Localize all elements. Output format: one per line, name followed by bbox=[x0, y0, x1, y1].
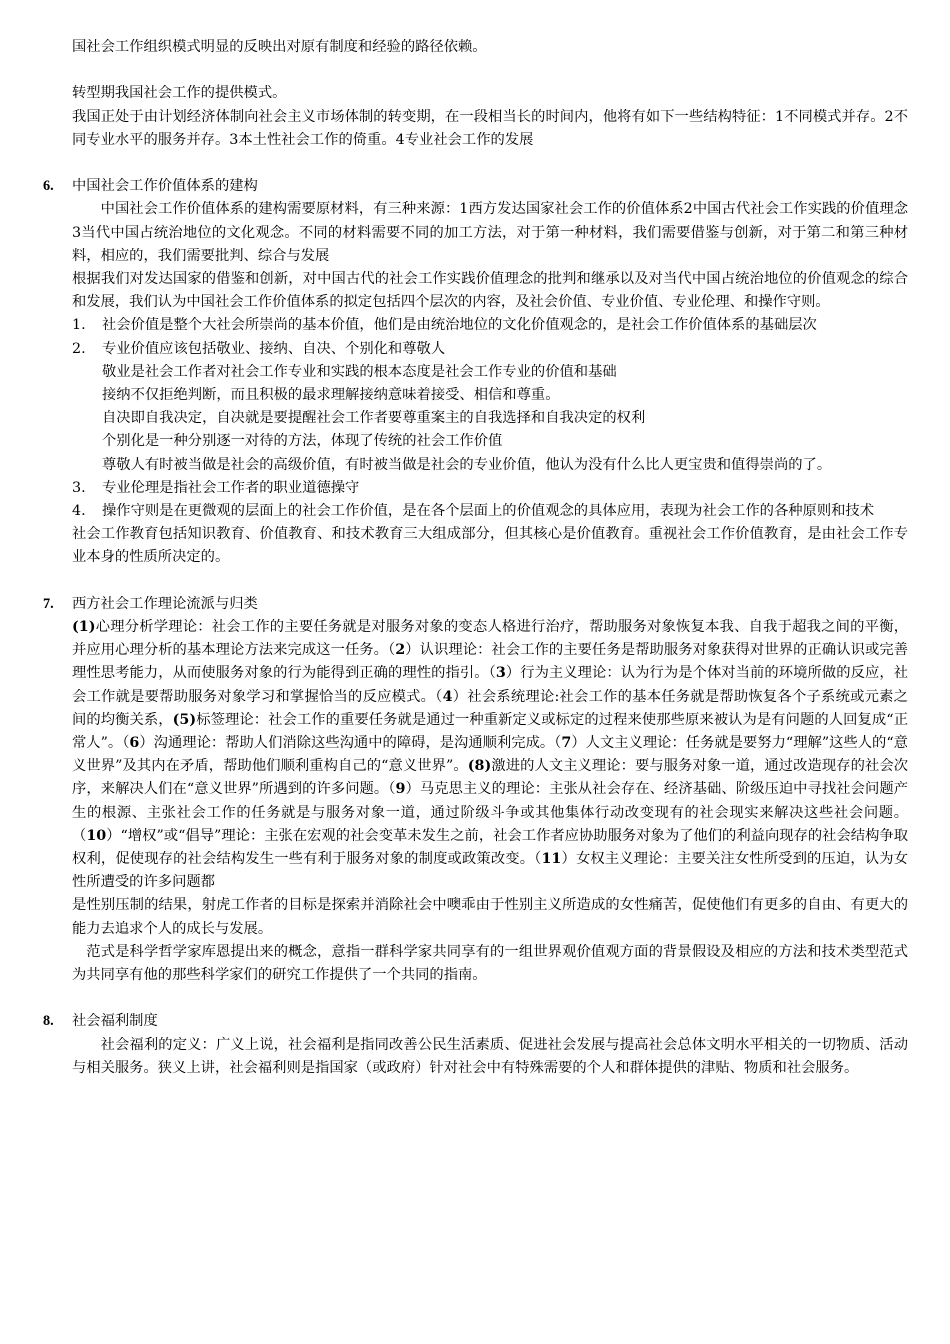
theory-text: ）“增权”或“倡导”理论：主张在宏观的社会变革未发生之前，社会工作者应协助服务对象为了他们的利益向现存的社会结构争取权利，促使现存的社会结构发生一些有利于服务对象的制度或政策改变。（ bbox=[72, 827, 909, 868]
theory-marker: 2 bbox=[395, 642, 406, 659]
theory-marker: (8) bbox=[467, 758, 492, 775]
list-item-text: 操作守则是在更微观的层面上的社会工作价值，是在各个层面上的价值观念的具体应用，表现为社会工作的各种原则和技术 bbox=[102, 503, 875, 520]
section-6-title: 中国社会工作价值体系的建构 bbox=[72, 178, 258, 195]
theory-marker: 6 bbox=[129, 735, 140, 752]
document-page bbox=[43, 36, 909, 1080]
list-item bbox=[72, 338, 908, 361]
theory-text: 标签理论：社会工作的重要任务就是通过一种重新定义或标定的过程来使那些原来被认为是有问题的人回复成“正常人”。（ bbox=[72, 711, 908, 752]
theory-marker: 10 bbox=[86, 827, 107, 844]
section-6-heading bbox=[43, 175, 908, 198]
theory-text: ）马克思主义的理论：主张从社会存在、经济基础、阶级压迫中寻找社会问题产生的根源、主张社会工作的任务就是与服务对象一道，通过阶级斗争或其他集体行动改变现有的社会现实来解决这些社会问题。（ bbox=[72, 781, 908, 844]
sub-item: 个别化是一种分别逐一对待的方法，体现了传统的社会工作价值 bbox=[102, 433, 503, 450]
section-7-paragraph-3: 范式是科学哲学家库恩提出来的概念，意指一群科学家共同享有的一组世界观价值观方面的背景假设及相应的方法和技术类型范式为共同享有他的那些科学家们的研究工作提供了一个共同的指南。 bbox=[72, 943, 908, 984]
theory-text: ）女权主义理论：主要关注女性所受到的压迫，认为女性所遭受的许多问题都 bbox=[72, 851, 908, 891]
theory-text: ）认识理论：社会工作的主要任务是帮助服务对象获得对世界的正确认识或完善理性思考能力，从而使服务对象的行为能得到正确的理性的指引。（ bbox=[72, 642, 908, 682]
theory-marker: (5) bbox=[172, 711, 197, 728]
theory-marker: 9 bbox=[395, 781, 406, 798]
section-6-paragraph-2: 根据我们对发达国家的借鉴和创新，对中国古代的社会工作实践价值理念的批判和继承以及对当代中国占统治地位的价值观念的综合和发展，我们认为中国社会工作价值体系的拟定包括四个层次的内容，及社会价值、专业价值、专业伦理、和操作守则。 bbox=[72, 271, 908, 311]
section-8-heading bbox=[43, 1010, 908, 1033]
list-item-number: 2. bbox=[72, 340, 86, 357]
list-item bbox=[72, 477, 908, 500]
list-item bbox=[72, 500, 908, 523]
list-item bbox=[72, 314, 908, 337]
list-item-text: 专业价值应该包括敬业、接纳、自决、个别化和尊敬人 bbox=[102, 340, 446, 357]
sub-item: 尊敬人有时被当做是社会的高级价值，有时被当做是社会的专业价值，他认为没有什么比人更宝贵和值得崇尚的了。 bbox=[102, 456, 832, 473]
theory-text: ）社会系统理论:社会工作的基本任务就是帮助恢复各个子系统或元素之间的均衡关系， bbox=[72, 688, 908, 728]
theory-text: 心理分析学理论：社会工作的主要任务就是对服务对象的变态人格进行治疗，帮助服务对象恢复本我、自我于超我之间的平衡，并应用心理分析的基本理论方法来完成这一任务。（ bbox=[72, 619, 908, 659]
section-7-heading bbox=[43, 593, 908, 616]
list-item-text: 专业伦理是指社会工作者的职业道德操守 bbox=[102, 479, 360, 496]
sub-item: 接纳不仅拒绝判断，而且积极的最求理解接纳意味着接受、相信和尊重。 bbox=[102, 387, 560, 404]
section-6-paragraph-1: 中国社会工作价值体系的建构需要原材料，有三种来源：1西方发达国家社会工作的价值体系2中国古代社会工作实践的价值理念3当代中国占统治地位的文化观念。不同的材料需要不同的加工方法，对于第一种材料，我们需要借鉴与创新，对于第二和第三种材料，相应的，我们需要批判、综合与发展 bbox=[72, 201, 908, 264]
theory-marker: 3 bbox=[495, 665, 506, 682]
theory-marker: 4 bbox=[442, 688, 453, 705]
section-7-title: 西方社会工作理论流派与归类 bbox=[72, 595, 258, 612]
spacer bbox=[72, 152, 908, 175]
list-item-number: 3. bbox=[72, 479, 86, 496]
transition-title: 转型期我国社会工作的提供模式。 bbox=[72, 85, 287, 102]
transition-body: 我国正处于由计划经济体制向社会主义市场体制的转变期，在一段相当长的时间内，他将有如下一些结构特征：1不同模式并存。2不同专业水平的服务并存。3本土性社会工作的倚重。4专业社会工作的发展 bbox=[72, 108, 908, 148]
section-7-number: 7. bbox=[43, 595, 54, 612]
top-line: 国社会工作组织模式明显的反映出对原有制度和经验的路径依赖。 bbox=[72, 39, 487, 55]
theory-marker: (1) bbox=[72, 619, 96, 636]
section-6-paragraph-3: 社会工作教育包括知识教育、价值教育、和技术教育三大组成部分，但其核心是价值教育。重视社会工作价值教育，是由社会工作专业本身的性质所决定的。 bbox=[72, 526, 908, 566]
section-8-paragraph-1: 社会福利的定义：广义上说，社会福利是指同改善公民生活素质、促进社会发展与提高社会总体文明水平相关的一切物质、活动与相关服务。狭义上讲，社会福利则是指国家（或政府）针对社会中有特殊需要的个人和群体提供的津贴、物质和社会服务。 bbox=[72, 1036, 908, 1076]
section-8-number: 8. bbox=[43, 1013, 54, 1030]
theory-text: ）行为主义理论：认为行为是个体对当前的环境所做的反应，社会工作就是要帮助服务对象学习和掌握恰当的反应模式。（ bbox=[72, 665, 908, 705]
theory-text: ）人文主义理论：任务就是要努力“理解”这些人的“意义世界”及其内在矛盾，帮助他们顺利重构自己的“意义世界”。 bbox=[72, 735, 908, 775]
section-7-paragraph-2: 是性别压制的结果，射虎工作者的目标是探索并消除社会中噢乖由于性别主义所造成的女性痛苦，促使他们有更多的自由、有更大的能力去追求个人的成长与发展。 bbox=[72, 897, 908, 937]
spacer bbox=[72, 987, 908, 1010]
list-item-number: 4. bbox=[72, 503, 86, 520]
section-8-title: 社会福利制度 bbox=[72, 1013, 158, 1030]
theory-marker: 7 bbox=[561, 735, 572, 752]
theory-marker: 11 bbox=[541, 851, 562, 868]
list-item-text: 社会价值是整个大社会所崇尚的基本价值，他们是由统治地位的文化价值观念的，是社会工作价值体系的基础层次 bbox=[102, 317, 817, 334]
spacer bbox=[72, 570, 908, 593]
sub-item: 自决即自我决定，自决就是要提醒社会工作者要尊重案主的自我选择和自我决定的权利 bbox=[102, 410, 646, 427]
spacer bbox=[72, 59, 908, 82]
theory-text: ）沟通理论：帮助人们消除这些沟通中的障碍，是沟通顺利完成。（ bbox=[139, 735, 562, 752]
section-7-paragraph-1 bbox=[72, 616, 908, 894]
theory-text: 激进的人文主义理论：要与服务对象一道，通过改造现存的社会次序，来解决人们在“意义世界”所遇到的许多问题。（ bbox=[72, 758, 908, 798]
list-item-number: 1. bbox=[72, 317, 86, 334]
sub-item: 敬业是社会工作者对社会工作专业和实践的根本态度是社会工作专业的价值和基础 bbox=[102, 363, 617, 380]
section-6-number: 6. bbox=[43, 178, 54, 195]
